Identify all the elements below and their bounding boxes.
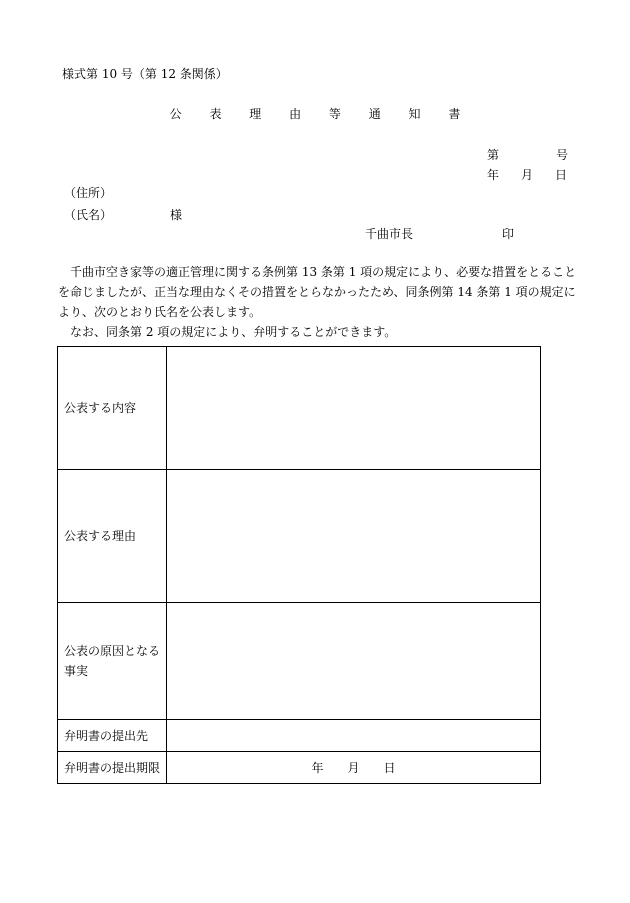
- recipient-name-label: （氏名）: [64, 208, 113, 222]
- submission-deadline-cell: [167, 752, 541, 784]
- publication-details-table: [57, 346, 541, 784]
- issue-date-month: 月: [521, 168, 534, 182]
- notice-paragraph-1: 千曲市空き家等の適正管理に関する条例第 13 条第 1 項の規定により、必要な措置をとることを命じましたが、正当な理由なくその措置をとらなかったため、同条例第 14 条第 1 項の規定により、次のとおり氏名を公表します。: [58, 265, 577, 319]
- document-number-suffix: 号: [556, 148, 569, 162]
- reason-value-cell: [167, 470, 541, 603]
- notice-paragraph-2: なお、同条第 2 項の規定により、弁明することができます。: [70, 325, 397, 339]
- seal-mark: 印: [502, 227, 515, 241]
- deadline-day: 日: [383, 761, 396, 775]
- notice-body: [58, 262, 578, 342]
- deadline-month: 月: [347, 761, 360, 775]
- form-number: 様式第 10 号（第 12 条関係）: [62, 67, 228, 81]
- submission-deadline-label: 弁明書の提出期限: [58, 752, 167, 784]
- table-row: [58, 752, 541, 784]
- recipient-honorific: 様: [170, 208, 183, 222]
- submission-destination-label: 弁明書の提出先: [58, 720, 167, 752]
- content-label: 公表する内容: [58, 347, 167, 470]
- cause-value-cell: [167, 603, 541, 720]
- content-value-cell: [167, 347, 541, 470]
- document-number-prefix: 第: [487, 148, 500, 162]
- table-row: [58, 470, 541, 603]
- cause-label: 公表の原因となる事実: [58, 603, 167, 720]
- issue-date-day: 日: [555, 168, 568, 182]
- document-title: 公 表 理 由 等 通 知 書: [169, 107, 473, 121]
- table-row: [58, 347, 541, 470]
- recipient-address-label: （住所）: [64, 186, 113, 200]
- submission-destination-cell: [167, 720, 541, 752]
- table-row: [58, 720, 541, 752]
- table-row: [58, 603, 541, 720]
- reason-label: 公表する理由: [58, 470, 167, 603]
- issue-date: [487, 167, 567, 183]
- issue-date-year: 年: [487, 168, 500, 182]
- sender-title: 千曲市長: [365, 227, 414, 241]
- deadline-year: 年: [311, 761, 324, 775]
